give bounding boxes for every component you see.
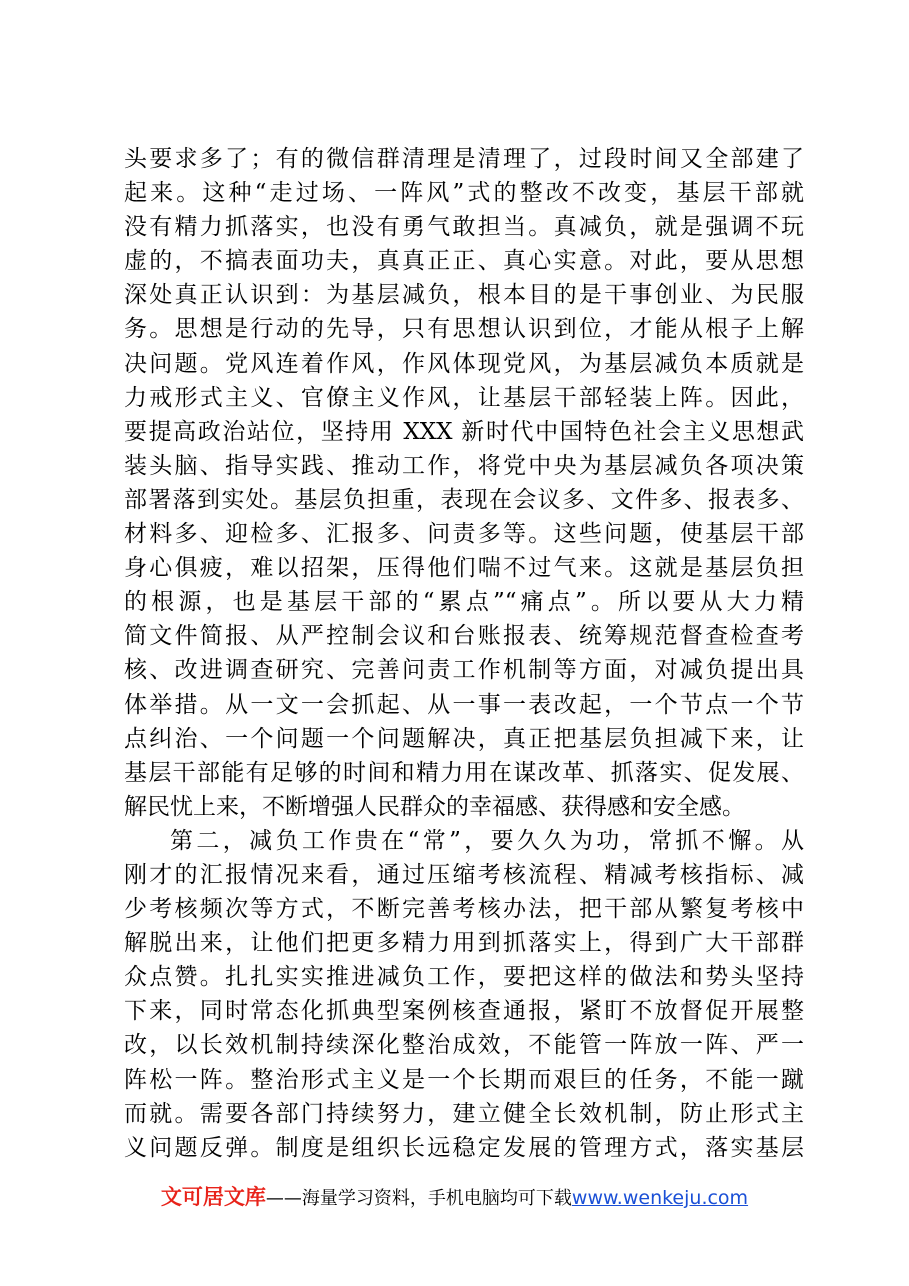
- body-text: [124, 142, 804, 1165]
- text-line: 体举措。从一文一会抓起、从一事一表改起，一个节点一个节: [124, 691, 804, 718]
- text-line: 阵松一阵。整治形式主义是一个长期而艰巨的任务，不能一蹴: [124, 1066, 804, 1093]
- text-line: 点纠治、一个问题一个问题解决，真正把基层负担减下来，让: [124, 725, 804, 752]
- text-line: 决问题。党风连着作风，作风体现党风，为基层减负本质就是: [124, 350, 804, 377]
- text-line: 装头脑、指导实践、推动工作，将党中央为基层减负各项决策: [124, 452, 804, 479]
- text-line: 深处真正认识到：为基层减负，根本目的是干事创业、为民服: [124, 282, 804, 309]
- text-line: 简文件简报、从严控制会议和台账报表、统筹规范督查检查考: [124, 623, 804, 650]
- text-line: 众点赞。扎扎实实推进减负工作，要把这样的做法和势头坚持: [124, 964, 804, 991]
- text-line: 核、改进调查研究、完善问责工作机制等方面，对减负提出具: [124, 657, 804, 684]
- text-line: 部署落到实处。基层负担重，表现在会议多、文件多、报表多、: [124, 486, 804, 513]
- brand-name: 文可居文库: [160, 1185, 266, 1209]
- text-line: 虚的，不搞表面功夫，真真正正、真心实意。对此，要从思想: [124, 248, 804, 275]
- footer-banner: [0, 1181, 909, 1211]
- text-line: 身心俱疲，难以招架，压得他们喘不过气来。这就是基层负担: [124, 555, 804, 582]
- text-line: 没有精力抓落实，也没有勇气敢担当。真减负，就是强调不玩: [124, 214, 804, 241]
- text-line: 务。思想是行动的先导，只有思想认识到位，才能从根子上解: [124, 316, 804, 343]
- text-line: 要提高政治站位，坚持用 XXX 新时代中国特色社会主义思想武: [124, 418, 804, 445]
- text-line: 起来。这种“走过场、一阵风”式的整改不改变，基层干部就: [124, 180, 804, 207]
- text-line: 力戒形式主义、官僚主义作风，让基层干部轻装上阵。因此，: [124, 384, 804, 411]
- text-line: 基层干部能有足够的时间和精力用在谋改革、抓落实、促发展、: [124, 759, 804, 786]
- text-line: 材料多、迎检多、汇报多、问责多等。这些问题，使基层干部: [124, 521, 804, 548]
- text-line: 少考核频次等方式，不断完善考核办法，把干部从繁复考核中: [124, 896, 804, 923]
- text-line: 刚才的汇报情况来看，通过压缩考核流程、精减考核指标、减: [124, 861, 804, 888]
- text-line: 第二，减负工作贵在“常”，要久久为功，常抓不懈。从: [170, 827, 804, 854]
- footer-tagline: ——海量学习资料，手机电脑均可下载: [265, 1188, 572, 1209]
- text-line: 下来，同时常态化抓典型案例核查通报，紧盯不放督促开展整: [124, 998, 804, 1025]
- text-line: 头要求多了；有的微信群清理是清理了，过段时间又全部建了: [124, 146, 804, 172]
- text-line: 的根源，也是基层干部的“累点”“痛点”。所以要从大力精: [124, 589, 804, 616]
- text-line: 改，以长效机制持续深化整治成效，不能管一阵放一阵、严一: [124, 1032, 804, 1059]
- text-line: 义问题反弹。制度是组织长远稳定发展的管理方式，落实基层: [124, 1134, 804, 1161]
- website-link[interactable]: www.wenkeju.com: [571, 1187, 749, 1209]
- text-line: 解脱出来，让他们把更多精力用到抓落实上，得到广大干部群: [124, 930, 804, 957]
- text-line: 解民忧上来，不断增强人民群众的幸福感、获得感和安全感。: [124, 793, 745, 820]
- text-line: 而就。需要各部门持续努力，建立健全长效机制，防止形式主: [124, 1100, 804, 1127]
